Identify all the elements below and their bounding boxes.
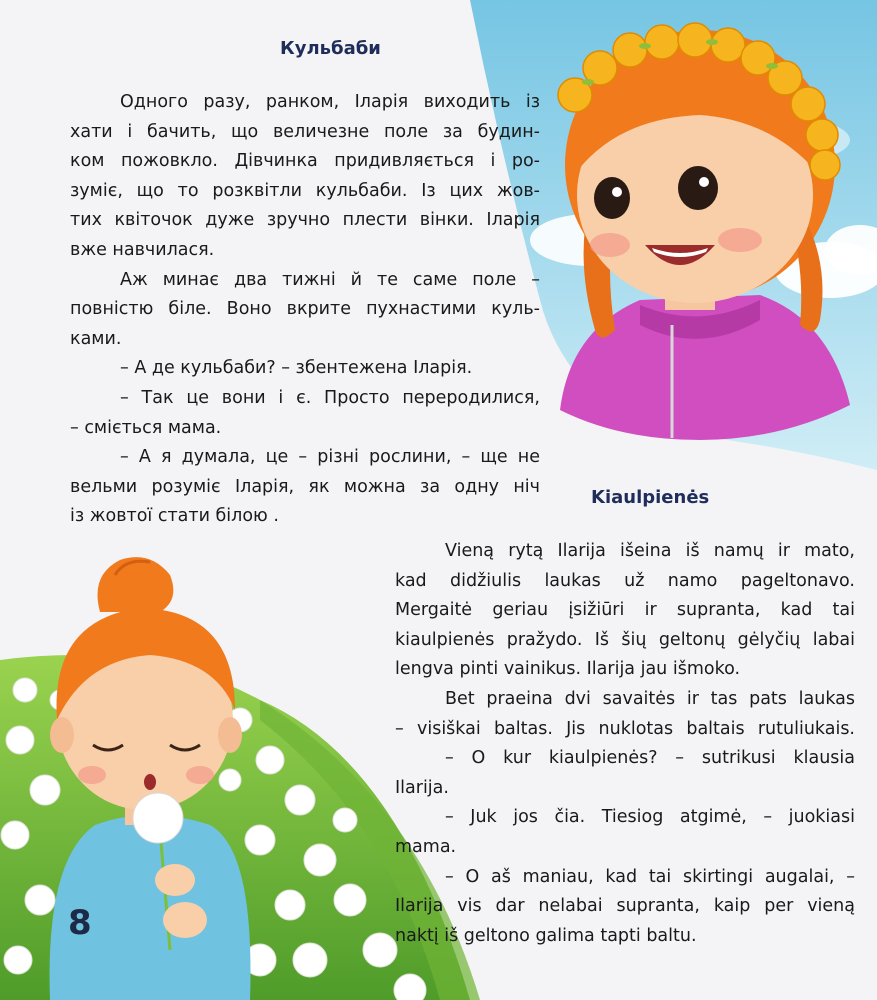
story-line: вельми розуміє Іларія, як можна за одну ніч xyxy=(70,476,540,497)
story-line: mama. xyxy=(395,836,457,857)
girl-with-wreath-illustration xyxy=(558,23,850,440)
story-line: – сміється мама. xyxy=(70,417,222,438)
ukrainian-story xyxy=(70,88,540,532)
story-line: kiaulpienės pražydo. Iš šių geltonų gėlyčių labai xyxy=(395,629,855,650)
story-line: – А я думала, це – різні рослини, – ще не xyxy=(120,447,540,468)
story-line: зуміє, що то розквітли кульбаби. Із цих жов- xyxy=(70,180,540,201)
story-line: naktį iš geltono galima tapti baltu. xyxy=(395,925,697,946)
page-number: 8 xyxy=(68,903,92,943)
story-line: ком пожовкло. Дівчинка придивляється і ро- xyxy=(70,151,540,172)
story-line: – Juk jos čia. Tiesiog atgimė, – juokiasi xyxy=(445,807,855,828)
story-line: – visiškai baltas. Jis nuklotas baltais rutuliukais. xyxy=(395,718,855,739)
story-line: тих квіточок дуже зручно плести вінки. Іларія xyxy=(70,210,540,231)
story-line: Ilarija. xyxy=(395,777,449,798)
story-line: Mergaitė geriau įsižiūri ir supranta, kad tai xyxy=(395,600,855,621)
story-line: хати і бачить, що величезне поле за будин- xyxy=(70,121,540,142)
story-line: Bet praeina dvi savaitės ir tas pats laukas xyxy=(445,688,855,709)
story-line: – O kur kiaulpienės? – sutrikusi klausia xyxy=(445,748,855,769)
story-line: ками. xyxy=(70,328,122,349)
story-line: – O aš maniau, kad tai skirtingi augalai, – xyxy=(445,866,855,887)
story-line: – А де кульбаби? – збентежена Іларія. xyxy=(120,358,473,379)
story-line: із жовтої стати білою . xyxy=(70,506,279,527)
lithuanian-story xyxy=(395,537,855,951)
story-line: Vieną rytą Ilarija išeina iš namų ir mato, xyxy=(445,541,855,561)
story-line: Ilarija vis dar nelabai supranta, kaip per vieną xyxy=(395,896,855,917)
lithuanian-title: Kiaulpienės xyxy=(591,487,710,508)
story-line: вже навчилася. xyxy=(70,239,215,260)
story-line: повністю біле. Воно вкрите пухнастими куль- xyxy=(70,299,540,320)
ukrainian-title: Кульбаби xyxy=(280,38,381,59)
story-line: – Так це вони і є. Просто переродилися, xyxy=(120,387,540,408)
story-line: Аж минає два тижні й те саме поле – xyxy=(120,269,540,290)
story-line: Одного разу, ранком, Іларія виходить із xyxy=(120,92,540,112)
story-line: lengva pinti vainikus. Ilarija jau išmoko. xyxy=(395,659,741,680)
story-line: kad didžiulis laukas už namo pageltonavo. xyxy=(395,570,855,591)
